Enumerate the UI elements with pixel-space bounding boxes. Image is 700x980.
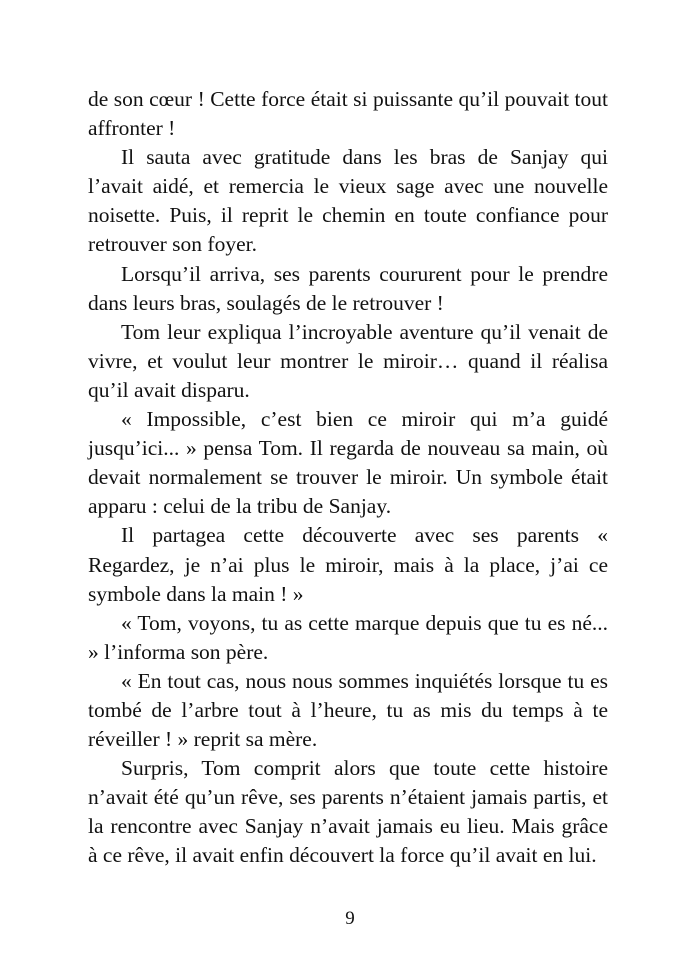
paragraph-continuation: de son cœur ! Cette force était si puissante qu’il pouvait tout affronter !: [88, 87, 608, 141]
paragraph: « Tom, voyons, tu as cette marque depuis que tu es né... » l’informa son père.: [88, 610, 608, 664]
paragraph: « Impossible, c’est bien ce miroir qui m’a guidé jusqu’ici... » pensa Tom. Il regarda de nouveau sa main, où devait normalement se trouver le miroir. Un symbole était apparu : celui de la tribu de Sanjay.: [88, 407, 608, 519]
paragraph: Lorsqu’il arriva, ses parents coururent pour le prendre dans leurs bras, soulagés de le retrouver !: [88, 261, 608, 315]
paragraph: « En tout cas, nous nous sommes inquiétés lorsque tu es tombé de l’arbre tout à l’heure, tu as mis du temps à te réveiller ! » reprit sa mère.: [88, 668, 608, 752]
body-text: [88, 85, 608, 871]
page-number: 9: [345, 908, 355, 929]
paragraph: Il sauta avec gratitude dans les bras de Sanjay qui l’avait aidé, et remercia le vieux sage avec une nouvelle noisette. Puis, il reprit le chemin en toute confiance pour retrouver son foyer.: [88, 145, 608, 257]
paragraph: Il partagea cette découverte avec ses parents « Regardez, je n’ai plus le miroir, mais à la place, j’ai ce symbole dans la main ! »: [88, 523, 608, 606]
paragraph: Tom leur expliqua l’incroyable aventure qu’il venait de vivre, et voulut leur montrer le miroir… quand il réalisa qu’il avait disparu.: [88, 319, 608, 402]
paragraph: Surpris, Tom comprit alors que toute cette histoire n’avait été qu’un rêve, ses parents n’étaient jamais partis, et la rencontre avec Sanjay n’avait jamais eu lieu. Mais grâce à ce rêve, il avait enfin découvert la force qu’il avait en lui.: [88, 756, 608, 868]
